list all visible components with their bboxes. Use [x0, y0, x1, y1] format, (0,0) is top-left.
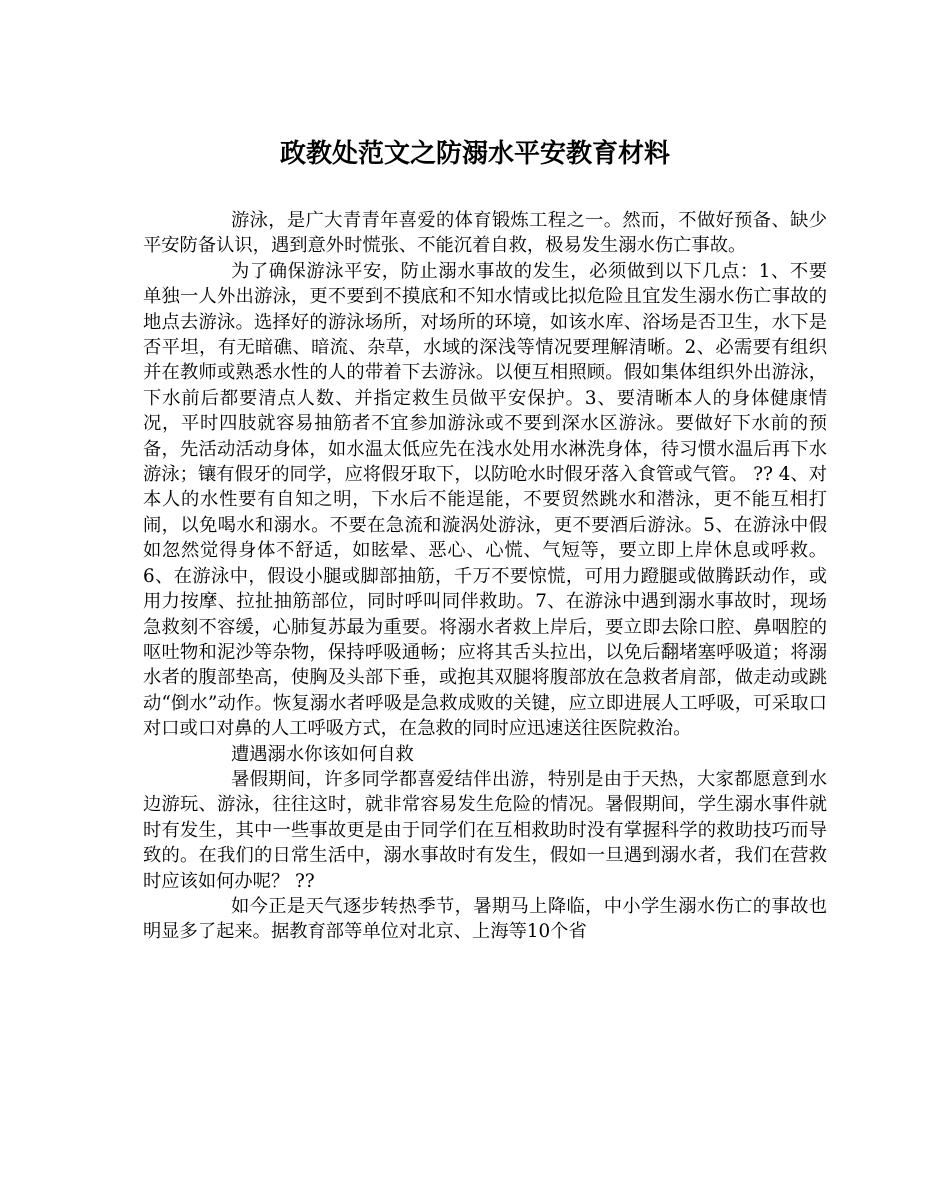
paragraph-intro: 游泳，是广大青青年喜爱的体育锻炼工程之一。然而，不做好预备、缺少平安防备认识，遇到意外时慌张、不能沉着自救，极易发生溺水伤亡事故。: [143, 210, 827, 257]
paragraph-summer: 暑假期间，许多同学都喜爱结伴出游，特别是由于天热，大家都愿意到水边游玩、游泳，往往这时，就非常容易发生危险的情况。暑假期间，学生溺水事件就时有发生，其中一些事故更是由于同学们在互相救助时没有掌握科学的救助技巧而导致的。在我们的日常生活中，溺水事故时有发生，假如一旦遇到溺水者，我们在营救时应该如何办呢？ ??: [143, 768, 827, 892]
paragraph-safety-rules: 为了确保游泳平安，防止溺水事故的发生，必须做到以下几点：1、不要单独一人外出游泳，更不要到不摸底和不知水情或比拟危险且宜发生溺水伤亡事故的地点去游泳。选择好的游泳场所，对场所的环境，如该水库、浴场是否卫生，水下是否平坦，有无暗礁、暗流、杂草，水域的深浅等情况要理解清晰。2、必需要有组织并在教师或熟悉水性的人的带着下去游泳。以便互相照顾。假如集体组织外出游泳，下水前后都要清点人数、并指定救生员做平安保护。3、要清晰本人的身体健康情况，平时四肢就容易抽筋者不宜参加游泳或不要到深水区游泳。要做好下水前的预备，先活动活动身体，如水温太低应先在浅水处用水淋洗身体，待习惯水温后再下水游泳；镶有假牙的同学，应将假牙取下，以防呛水时假牙落入食管或气管。 ?? 4、对本人的水性要有自知之明，下水后不能逞能，不要贸然跳水和潜泳，更不能互相打闹，以免喝水和溺水。不要在急流和漩涡处游泳，更不要酒后游泳。5、在游泳中假如忽然觉得身体不舒适，如眩晕、恶心、心慌、气短等，要立即上岸休息或呼救。6、在游泳中，假设小腿或脚部抽筋，千万不要惊慌，可用力蹬腿或做腾跃动作，或用力按摩、拉扯抽筋部位，同时呼叫同伴救助。7、在游泳中遇到溺水事故时，现场急救刻不容缓，心肺复苏最为重要。将溺水者救上岸后，要立即去除口腔、鼻咽腔的呕吐物和泥沙等杂物，保持呼吸通畅；应将其舌头拉出，以免后翻堵塞呼吸道；将溺水者的腹部垫高，使胸及头部下垂，或抱其双腿将腹部放在急救者肩部，做走动或跳动“倒水”动作。恢复溺水者呼吸是急救成败的关键，应立即进展人工呼吸，可采取口对口或口对鼻的人工呼吸方式，在急救的同时应迅速送往医院救治。: [143, 260, 827, 740]
document-body: [143, 208, 827, 945]
paragraph-subheading: 遭遇溺水你该如何自救: [231, 743, 414, 765]
paragraph-statistics: 如今正是天气逐步转热季节，暑期马上降临，中小学生溺水伤亡的事故也明显多了起来。据教育部等单位对北京、上海等10个省: [143, 895, 827, 943]
document-title: 政教处范文之防溺水平安教育材料: [279, 139, 670, 169]
